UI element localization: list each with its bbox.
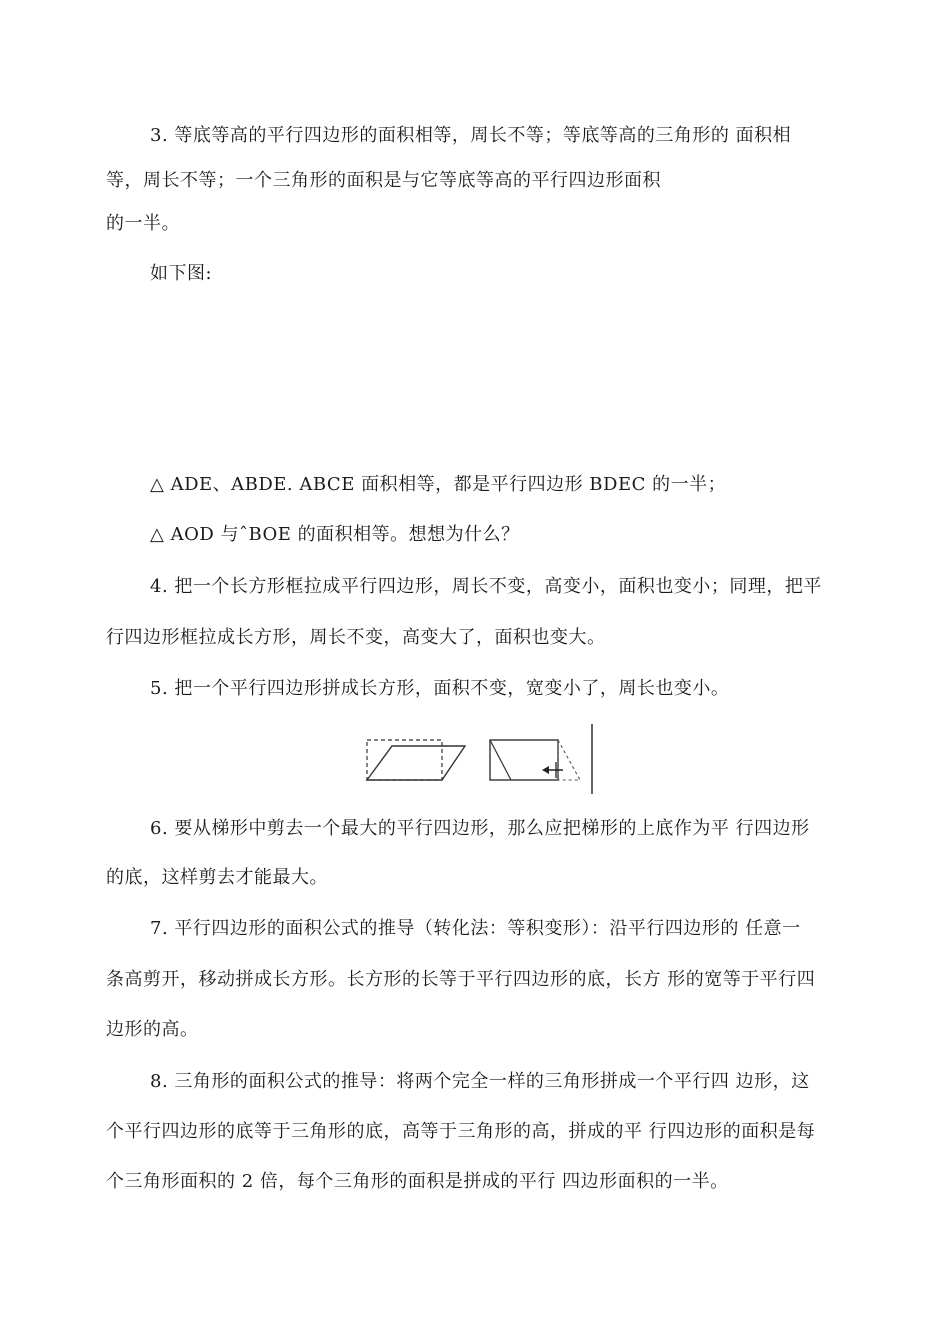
section8-line1: 8. 三角形的面积公式的推导：将两个完全一样的三角形拼成一个平行四 边形，这 bbox=[150, 1071, 810, 1092]
section3-line1: 3. 等底等高的平行四边形的面积相等，周长不等；等底等高的三角形的 面积相 bbox=[150, 125, 792, 146]
section4-line2: 行四边形框拉成长方形，周长不变，高变大了，面积也变大。 bbox=[106, 627, 606, 648]
rectangle-figure bbox=[490, 740, 580, 780]
section3-line3: 的一半。 bbox=[106, 213, 180, 234]
section7-line2: 条高剪开，移动拼成长方形。长方形的长等于平行四边形的底，长方 形的宽等于平行四 bbox=[106, 969, 816, 990]
section3-line2: 等，周长不等；一个三角形的面积是与它等底等高的平行四边形面积 bbox=[106, 170, 661, 191]
section8-line3: 个三角形面积的 2 倍，每个三角形的面积是拼成的平行 四边形面积的一半。 bbox=[106, 1171, 729, 1192]
section6-line1: 6. 要从梯形中剪去一个最大的平行四边形，那么应把梯形的上底作为平 行四边形 bbox=[150, 818, 810, 839]
section6-line2: 的底，这样剪去才能最大。 bbox=[106, 867, 328, 888]
parallelogram-to-rectangle-figure bbox=[360, 722, 600, 794]
section4-line1: 4. 把一个长方形框拉成平行四边形，周长不变，高变小，面积也变小；同理，把平 bbox=[150, 576, 822, 597]
note-aod-boe: △ AOD 与ˆBOE 的面积相等。想想为什么？ bbox=[150, 524, 520, 545]
section8-line2: 个平行四边形的底等于三角形的底，高等于三角形的高，拼成的平 行四边形的面积是每 bbox=[106, 1121, 816, 1142]
note-triangles-area: △ ADE、ABDE. ABCE 面积相等，都是平行四边形 BDEC 的一半； bbox=[150, 474, 727, 495]
figure-caption: 如下图: bbox=[150, 263, 213, 284]
section7-line1: 7. 平行四边形的面积公式的推导（转化法：等积变形）：沿平行四边形的 任意一 bbox=[150, 918, 801, 939]
parallelogram-figure bbox=[367, 740, 465, 780]
section5-line1: 5. 把一个平行四边形拼成长方形，面积不变，宽变小了，周长也变小。 bbox=[150, 678, 730, 699]
section7-line3: 边形的高。 bbox=[106, 1019, 199, 1040]
